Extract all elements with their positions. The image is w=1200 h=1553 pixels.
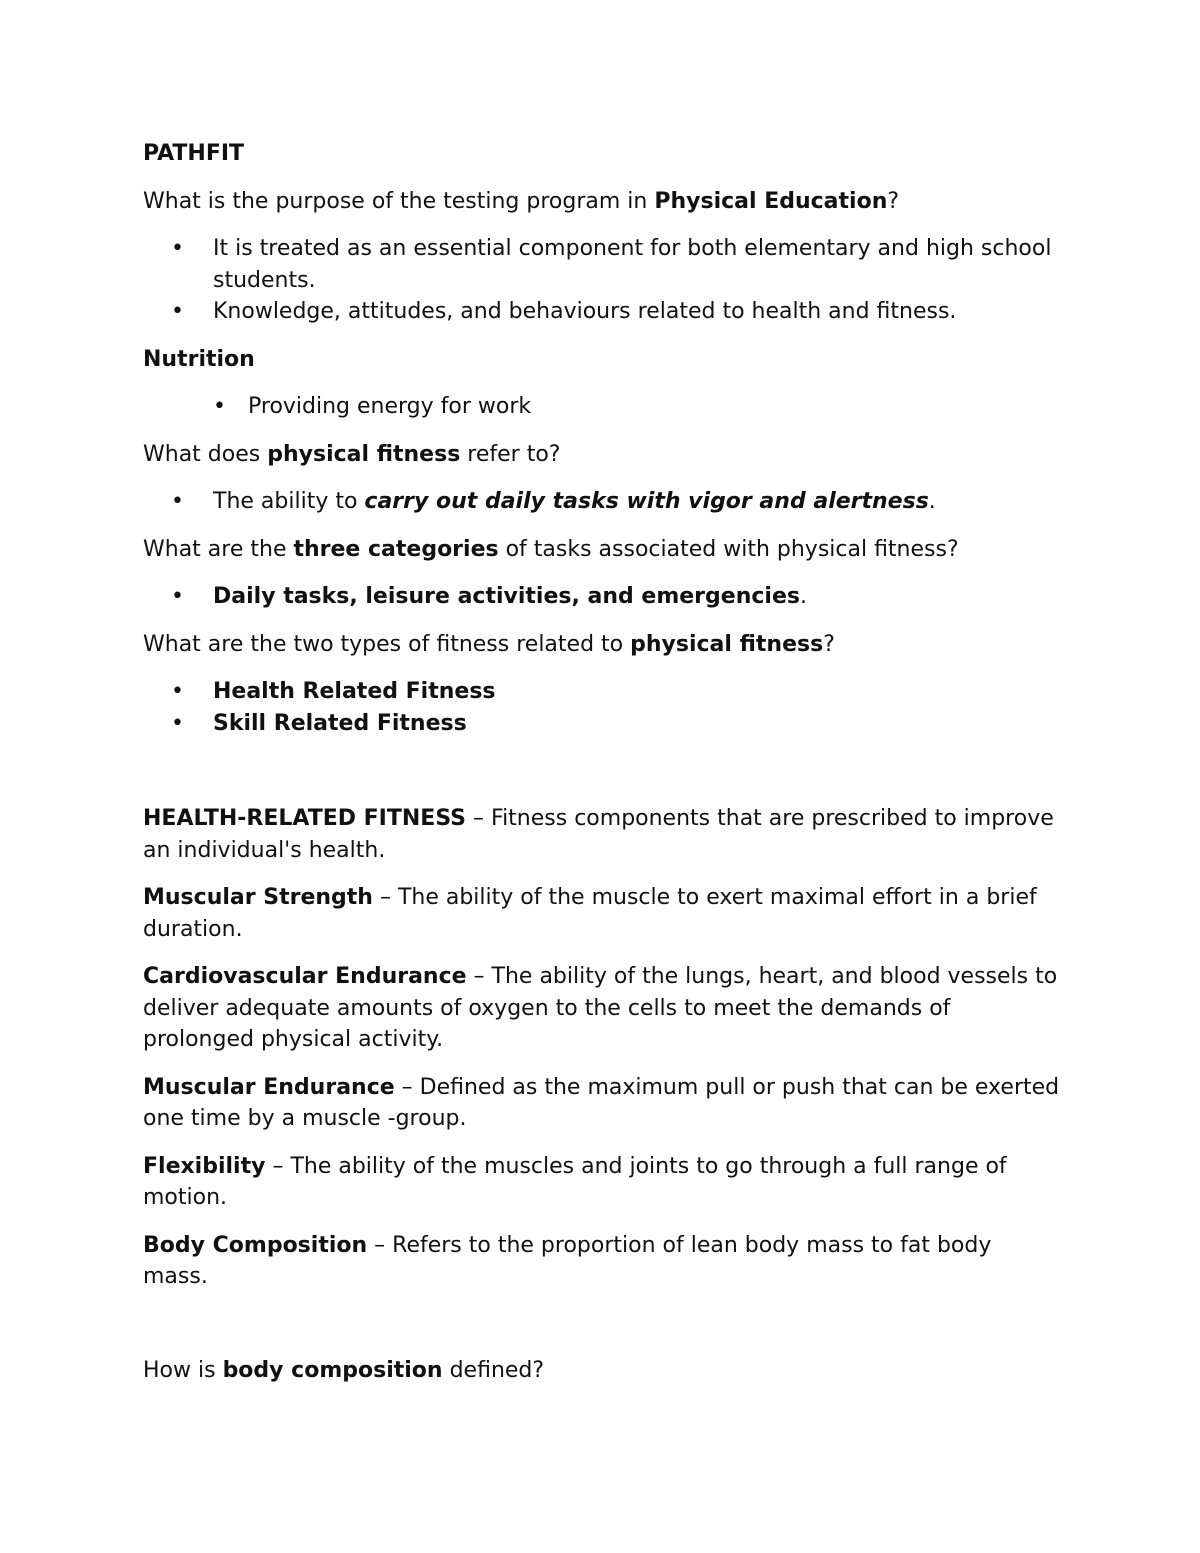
definition-health-related-fitness: HEALTH-RELATED FITNESS – Fitness components that are prescribed to improve an individual's health. (143, 806, 1054, 863)
definition-body-composition: Body Composition – Refers to the proportion of lean body mass to fat body mass. (143, 1232, 992, 1289)
physical-fitness-list (143, 486, 1063, 518)
document-title: PATHFIT (143, 141, 245, 166)
nutrition-list (143, 391, 1063, 423)
three-categories-list (143, 581, 1063, 613)
list-item: • Providing energy for work (143, 391, 1063, 423)
list-item: • Daily tasks, leisure activities, and emergencies. (143, 581, 1063, 613)
question-body-composition: How is body composition defined? (143, 1357, 545, 1383)
blank-line (143, 755, 1063, 803)
list-item: • It is treated as an essential component for both elementary and high school students. (143, 233, 1063, 296)
definition-flexibility: Flexibility – The ability of the muscles and joints to go through a full range of motion. (143, 1153, 1007, 1210)
definition-muscular-endurance: Muscular Endurance – Defined as the maximum pull or push that can be exerted one time by a muscle -group. (143, 1074, 1060, 1131)
list-item: • Knowledge, attitudes, and behaviours related to health and fitness. (143, 296, 1063, 328)
testing-purpose-list (143, 233, 1063, 328)
list-item: • Health Related Fitness (143, 676, 1063, 708)
definition-cardiovascular-endurance: Cardiovascular Endurance – The ability of the lungs, heart, and blood vessels to deliver adequate amounts of oxygen to the cells to meet the demands of prolonged physical activity. (143, 964, 1058, 1052)
question-testing-purpose: What is the purpose of the testing program in Physical Education? (143, 188, 900, 214)
blank-line (143, 1309, 1063, 1355)
two-types-list (143, 676, 1063, 739)
document-page (143, 138, 1063, 1402)
definition-muscular-strength: Muscular Strength – The ability of the muscle to exert maximal effort in a brief duration. (143, 885, 1037, 942)
heading-nutrition: Nutrition (143, 346, 255, 372)
list-item: • The ability to carry out daily tasks with vigor and alertness. (143, 486, 1063, 518)
question-two-types: What are the two types of fitness related to physical fitness? (143, 631, 835, 657)
question-three-categories: What are the three categories of tasks associated with physical fitness? (143, 536, 959, 562)
question-physical-fitness: What does physical fitness refer to? (143, 441, 561, 467)
list-item: • Skill Related Fitness (143, 708, 1063, 740)
